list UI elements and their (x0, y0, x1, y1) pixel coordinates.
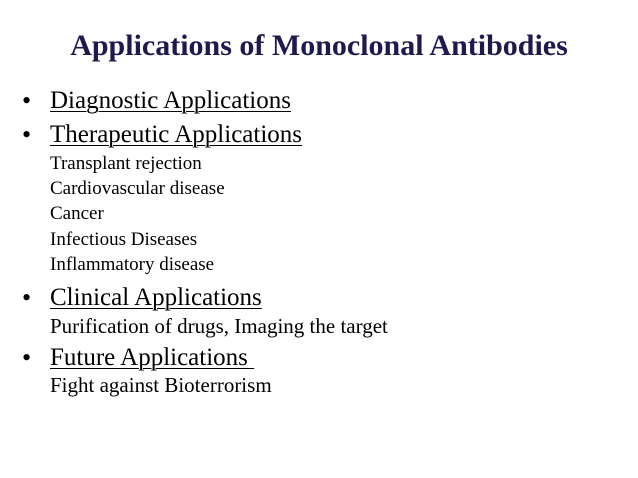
sub-item: Inflammatory disease (50, 254, 215, 275)
slide-title: Applications of Monoclonal Antibodies (70, 29, 568, 62)
sub-item: Cardiovascular disease (50, 178, 225, 199)
sub-item: Purification of drugs, Imaging the target (50, 314, 388, 338)
sub-item: Fight against Bioterrorism (50, 373, 272, 397)
sub-item: Transplant rejection (50, 153, 202, 174)
sub-item: Cancer (50, 203, 104, 224)
bullet-icon: • (22, 283, 32, 312)
bullet-clinical (22, 281, 262, 315)
bullet-future (22, 341, 254, 375)
bullet-icon: • (22, 343, 32, 372)
bullet-heading-future: Future Applications (50, 344, 255, 371)
bullet-heading-diagnostic: Diagnostic Applications (50, 87, 291, 114)
bullet-icon: • (22, 86, 32, 115)
bullet-therapeutic (22, 118, 302, 152)
bullet-heading-clinical: Clinical Applications (50, 284, 262, 311)
bullet-diagnostic (22, 84, 291, 118)
bullet-heading-therapeutic: Therapeutic Applications (50, 121, 303, 148)
bullet-icon: • (22, 120, 32, 149)
sub-item: Infectious Diseases (50, 229, 198, 250)
